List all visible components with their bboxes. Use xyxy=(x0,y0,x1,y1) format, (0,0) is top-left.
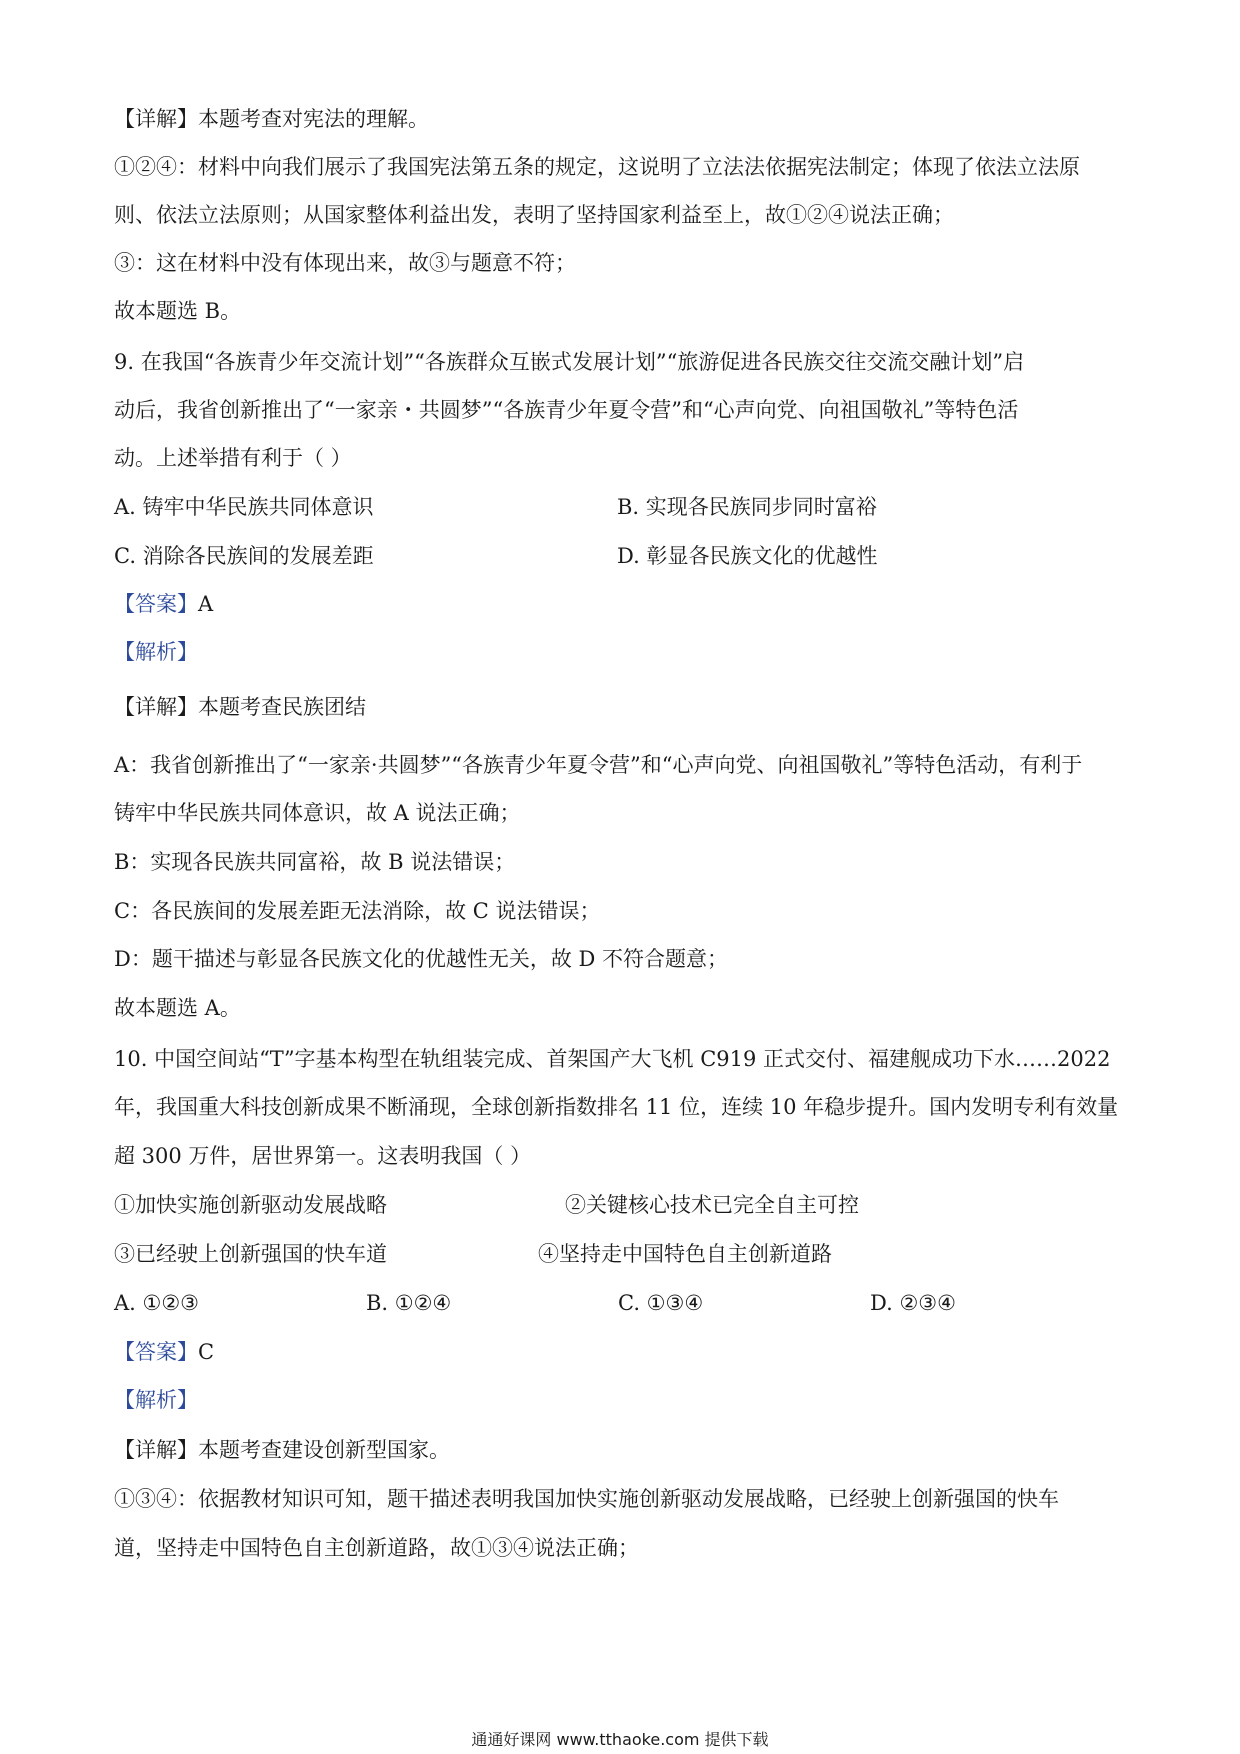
q9-option-a: A. 铸牢中华民族共同体意识 xyxy=(114,495,374,519)
q9-stem-line: 动。上述举措有利于（ ） xyxy=(114,446,352,470)
q9-explanation-line: C：各民族间的发展差距无法消除，故 C 说法错误； xyxy=(114,899,601,923)
q10-statement-4: ④坚持走中国特色自主创新道路 xyxy=(538,1242,832,1266)
q9-explanation-line: 铸牢中华民族共同体意识，故 A 说法正确； xyxy=(114,801,521,825)
q8-explanation-line: ③：这在材料中没有体现出来，故③与题意不符； xyxy=(114,251,576,275)
q9-option-c: C. 消除各民族间的发展差距 xyxy=(114,544,374,568)
q8-detail xyxy=(114,104,1134,134)
q9-detail-text: 本题考查民族团结 xyxy=(198,695,366,719)
q9-explanation-line: D：题干描述与彰显各民族文化的优越性无关，故 D 不符合题意； xyxy=(114,947,729,971)
q9-stem-line: 9. 在我国“各族青少年交流计划”“各族群众互嵌式发展计划”“旅游促进各民族交往交流交融计划”启 xyxy=(114,350,1025,374)
q9-explanation-line: A：我省创新推出了“一家亲·共圆梦”“各族青少年夏令营”和“心声向党、向祖国敬礼”等特色活动，有利于 xyxy=(114,753,1083,777)
q10-detail xyxy=(114,1435,1134,1465)
q8-detail-text: 本题考查对宪法的理解。 xyxy=(198,107,429,131)
q9-answer-tag: 【答案】 xyxy=(114,592,198,616)
page-footer: 通通好课网 www.tthaoke.com 提供下载 xyxy=(471,1730,769,1749)
q10-detail-text: 本题考查建设创新型国家。 xyxy=(198,1438,450,1462)
q10-answer xyxy=(114,1337,1134,1367)
q10-statement-3: ③已经驶上创新强国的快车道 xyxy=(114,1242,387,1266)
q8-detail-tag: 【详解】 xyxy=(114,107,198,131)
q9-explanation-line: B：实现各民族共同富裕，故 B 说法错误； xyxy=(114,850,516,874)
q10-statement-1: ①加快实施创新驱动发展战略 xyxy=(114,1193,387,1217)
q9-detail xyxy=(114,692,1134,722)
q9-conclusion: 故本题选 A。 xyxy=(114,996,241,1020)
q10-option-c: C. ①③④ xyxy=(618,1291,704,1315)
q10-analysis-label: 【解析】 xyxy=(114,1388,198,1412)
q9-analysis-label: 【解析】 xyxy=(114,640,198,664)
q8-explanation-line: ①②④：材料中向我们展示了我国宪法第五条的规定，这说明了立法法依据宪法制定；体现了依法立法原 xyxy=(114,155,1080,179)
q9-option-b: B. 实现各民族同步同时富裕 xyxy=(617,495,877,519)
q8-conclusion: 故本题选 B。 xyxy=(114,299,242,323)
q8-explanation-line: 则、依法立法原则；从国家整体利益出发，表明了坚持国家利益至上，故①②④说法正确； xyxy=(114,203,954,227)
q10-explanation-line: 道，坚持走中国特色自主创新道路，故①③④说法正确； xyxy=(114,1536,639,1560)
q10-explanation-line: ①③④：依据教材知识可知，题干描述表明我国加快实施创新驱动发展战略，已经驶上创新强国的快车 xyxy=(114,1487,1059,1511)
q9-detail-tag: 【详解】 xyxy=(114,695,198,719)
q9-option-d: D. 彰显各民族文化的优越性 xyxy=(617,544,878,568)
q10-option-a: A. ①②③ xyxy=(114,1291,199,1315)
q10-stem-line: 10. 中国空间站“T”字基本构型在轨组装完成、首架国产大飞机 C919 正式交付、福建舰成功下水……2022 xyxy=(114,1047,1111,1071)
q10-detail-tag: 【详解】 xyxy=(114,1438,198,1462)
q10-statement-2: ②关键核心技术已完全自主可控 xyxy=(565,1193,859,1217)
q10-option-d: D. ②③④ xyxy=(870,1291,956,1315)
q10-stem-line: 年，我国重大科技创新成果不断涌现，全球创新指数排名 11 位，连续 10 年稳步提升。国内发明专利有效量 xyxy=(114,1095,1119,1119)
q9-answer-value: A xyxy=(198,592,214,616)
q10-analysis-tag xyxy=(114,1385,1134,1415)
q10-stem-line: 超 300 万件，居世界第一。这表明我国（ ） xyxy=(114,1144,532,1168)
q9-analysis-tag xyxy=(114,637,1134,667)
q9-answer xyxy=(114,589,1134,619)
q10-option-b: B. ①②④ xyxy=(366,1291,452,1315)
q9-stem-line: 动后，我省创新推出了“一家亲・共圆梦”“各族青少年夏令营”和“心声向党、向祖国敬礼”等特色活 xyxy=(114,398,1019,422)
q10-answer-tag: 【答案】 xyxy=(114,1340,198,1364)
q10-answer-value: C xyxy=(198,1340,215,1364)
